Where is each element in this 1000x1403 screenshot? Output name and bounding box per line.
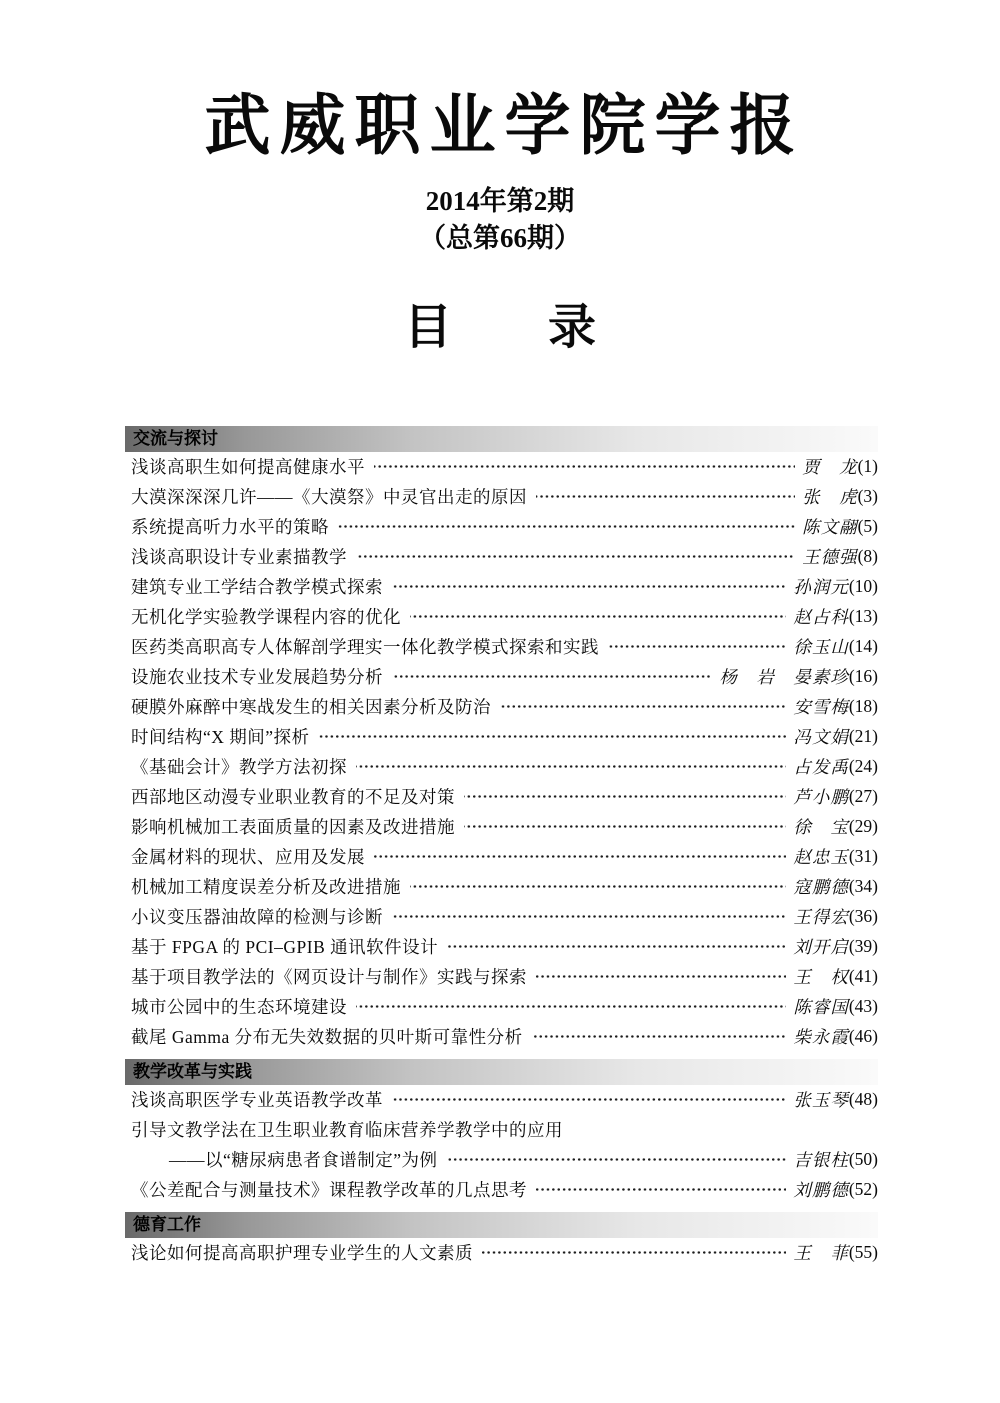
toc-entry — [125, 1145, 878, 1175]
toc-heading: 目 录 — [403, 301, 596, 355]
toc-entry — [125, 542, 878, 572]
entry-author: 张玉琴 — [793, 1090, 849, 1111]
toc-entry — [125, 872, 878, 902]
entry-page: (24) — [848, 756, 878, 777]
masthead — [0, 0, 1000, 354]
entry-title: 小议变压器油故障的检测与诊断 — [131, 907, 383, 928]
entry-title: 建筑专业工学结合教学模式探索 — [131, 577, 383, 598]
entry-title: 无机化学实验教学课程内容的优化 — [131, 607, 401, 628]
entry-author: 赵忠玉 — [793, 847, 849, 868]
dot-leader — [532, 1028, 787, 1046]
entry-page: (13) — [848, 606, 878, 627]
dot-leader — [410, 878, 786, 896]
entry-title: 硬膜外麻醉中寒战发生的相关因素分析及防治 — [131, 697, 491, 718]
toc-entry — [125, 962, 878, 992]
journal-title: 武威职业学院学报 — [204, 90, 805, 163]
entry-author: 安雪梅 — [793, 697, 849, 718]
dot-leader — [356, 998, 786, 1016]
entry-author: 吉银柱 — [793, 1150, 849, 1171]
entry-author: 冯文娟 — [793, 727, 849, 748]
issue-line: 2014年第2期 — [425, 186, 575, 217]
dot-leader — [447, 1151, 787, 1169]
toc-entry — [125, 842, 878, 872]
entry-author: 徐 宝 — [793, 817, 849, 838]
entry-title: 浅谈高职生如何提高健康水平 — [131, 457, 365, 478]
entry-page: (27) — [848, 786, 878, 807]
entry-page: (29) — [848, 816, 878, 837]
entry-title: 医药类高职高专人体解剖学理实一体化教学模式探索和实践 — [131, 637, 599, 658]
toc-entry — [125, 812, 878, 842]
issue-block — [0, 183, 1000, 257]
entry-title: 金属材料的现状、应用及发展 — [131, 847, 365, 868]
entry-page: (1) — [857, 456, 878, 477]
dot-leader — [447, 938, 786, 956]
toc-entry — [125, 752, 878, 782]
entry-author: 刘鹏德 — [793, 1180, 849, 1201]
entry-author: 贾 龙 — [802, 457, 858, 478]
entry-title: 浅论如何提高高职护理专业学生的人文素质 — [131, 1243, 473, 1264]
entry-page: (16) — [848, 666, 878, 687]
entry-author: 刘开启 — [793, 937, 849, 958]
toc-entry — [125, 1115, 878, 1145]
entry-page: (14) — [848, 636, 878, 657]
entry-page: (41) — [848, 966, 878, 987]
toc-entry — [125, 1175, 878, 1205]
entry-title: 设施农业技术专业发展趋势分析 — [131, 667, 383, 688]
entry-page: (31) — [848, 846, 878, 867]
toc-sections — [125, 426, 878, 1268]
toc-entry — [125, 722, 878, 752]
dot-leader — [464, 818, 786, 836]
entry-author: 杨 岩 晏素珍 — [719, 667, 849, 688]
dot-leader — [356, 548, 795, 566]
toc-entry — [125, 692, 878, 722]
entry-page: (5) — [857, 516, 878, 537]
toc-entry — [125, 1022, 878, 1052]
entry-title: 城市公园中的生态环境建设 — [131, 997, 347, 1018]
entry-author: 芦小鹏 — [793, 787, 849, 808]
entry-page: (50) — [848, 1149, 878, 1170]
entry-title: 截尾 Gamma 分布无失效数据的贝叶斯可靠性分析 — [131, 1027, 523, 1048]
entry-page: (36) — [848, 906, 878, 927]
entry-title: 西部地区动漫专业职业教育的不足及对策 — [131, 787, 455, 808]
entry-page: (18) — [848, 696, 878, 717]
entry-page: (46) — [848, 1026, 878, 1047]
dot-leader — [536, 968, 786, 986]
entry-title: 浅谈高职医学专业英语教学改革 — [131, 1090, 383, 1111]
dot-leader — [356, 758, 786, 776]
volume-line: （总第66期） — [419, 223, 581, 254]
toc-entry — [125, 602, 878, 632]
dot-leader — [374, 458, 795, 476]
toc-entry — [125, 902, 878, 932]
entry-author: 王 菲 — [793, 1243, 849, 1264]
toc-entry — [125, 572, 878, 602]
entry-page: (34) — [848, 876, 878, 897]
section-header — [125, 426, 878, 452]
dot-leader — [392, 668, 712, 686]
entry-title: 浅谈高职设计专业素描教学 — [131, 547, 347, 568]
entry-author: 陈睿国 — [793, 997, 849, 1018]
entry-title: 系统提高听力水平的策略 — [131, 517, 329, 538]
entry-page: (48) — [848, 1089, 878, 1110]
dot-leader — [464, 788, 786, 806]
entry-page: (55) — [848, 1242, 878, 1263]
toc-entry — [125, 1238, 878, 1268]
entry-title: ——以“糖尿病患者食谱制定”为例 — [169, 1150, 438, 1171]
entry-title: 引导文教学法在卫生职业教育临床营养学教学中的应用 — [131, 1120, 563, 1141]
toc-entry — [125, 512, 878, 542]
entry-author: 王得宏 — [793, 907, 849, 928]
entry-author: 王德强 — [802, 547, 858, 568]
toc-entry — [125, 632, 878, 662]
entry-page: (52) — [848, 1179, 878, 1200]
dot-leader — [338, 518, 795, 536]
entry-author: 孙润元 — [793, 577, 849, 598]
entry-page: (21) — [848, 726, 878, 747]
dot-leader — [482, 1244, 786, 1262]
dot-leader — [319, 728, 787, 746]
dot-leader — [374, 848, 786, 866]
entry-author: 陈文翮 — [802, 517, 858, 538]
entry-author: 柴永霞 — [793, 1027, 849, 1048]
entry-title: 机械加工精度误差分析及改进措施 — [131, 877, 401, 898]
entry-author: 徐玉山 — [793, 637, 849, 658]
toc-entry — [125, 782, 878, 812]
dot-leader — [392, 578, 786, 596]
dot-leader — [392, 1091, 786, 1109]
section-header — [125, 1059, 878, 1085]
entry-author: 占发禹 — [793, 757, 849, 778]
dot-leader — [608, 638, 786, 656]
entry-title: 时间结构“X 期间”探析 — [131, 727, 310, 748]
toc-entry — [125, 482, 878, 512]
dot-leader — [410, 608, 786, 626]
entry-page: (10) — [848, 576, 878, 597]
dot-leader — [392, 908, 786, 926]
entry-title: 影响机械加工表面质量的因素及改进措施 — [131, 817, 455, 838]
entry-author: 寇鹏德 — [793, 877, 849, 898]
entry-page: (8) — [857, 546, 878, 567]
toc-entry — [125, 662, 878, 692]
entry-page: (39) — [848, 936, 878, 957]
entry-title: 《基础会计》教学方法初探 — [131, 757, 347, 778]
toc-entry — [125, 452, 878, 482]
entry-author: 王 权 — [793, 967, 849, 988]
entry-title: 大漠深深深几许——《大漠祭》中灵官出走的原因 — [131, 487, 527, 508]
section-title: 德育工作 — [133, 1214, 201, 1234]
toc-entry — [125, 932, 878, 962]
section-header — [125, 1212, 878, 1238]
dot-leader — [536, 1181, 786, 1199]
entry-title: 《公差配合与测量技术》课程教学改革的几点思考 — [131, 1180, 527, 1201]
toc-entry — [125, 1085, 878, 1115]
entry-author: 赵占科 — [793, 607, 849, 628]
entry-page: (43) — [848, 996, 878, 1017]
dot-leader — [536, 488, 795, 506]
entry-title: 基于项目教学法的《网页设计与制作》实践与探索 — [131, 967, 527, 988]
section-title: 交流与探讨 — [133, 428, 218, 448]
toc-entry — [125, 992, 878, 1022]
entry-page: (3) — [857, 486, 878, 507]
dot-leader — [500, 698, 786, 716]
section-title: 教学改革与实践 — [133, 1061, 252, 1081]
entry-author: 张 虎 — [802, 487, 858, 508]
entry-title: 基于 FPGA 的 PCI–GPIB 通讯软件设计 — [131, 937, 439, 958]
